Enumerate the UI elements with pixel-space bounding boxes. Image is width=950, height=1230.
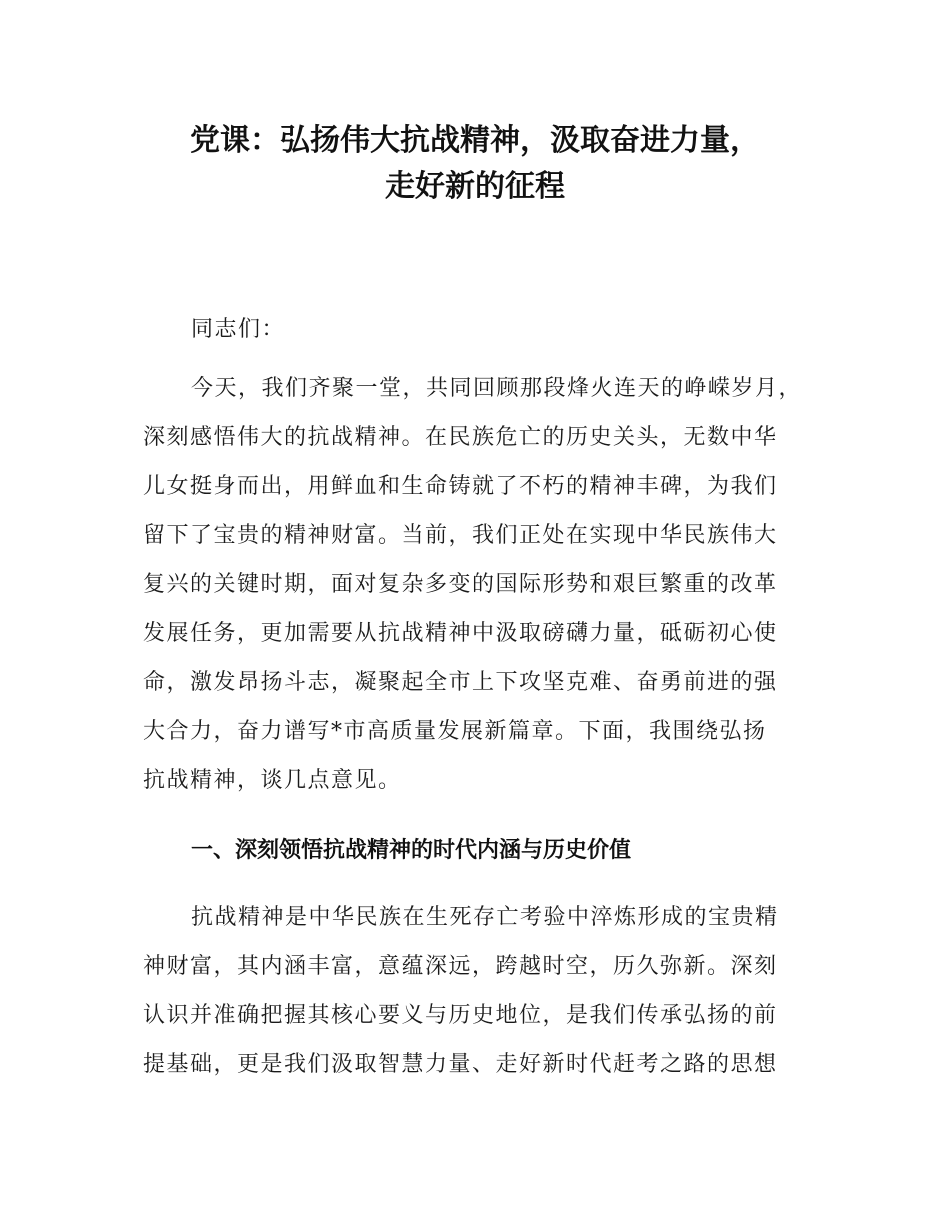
paragraph-line: 神财富，其内涵丰富，意蕴深远，跨越时空，历久弥新。深刻 bbox=[143, 954, 778, 979]
salutation bbox=[143, 305, 833, 354]
paragraph-line: 复兴的关键时期，面对复杂多变的国际形势和艰巨繁重的改革 bbox=[143, 572, 778, 597]
paragraph-1 bbox=[143, 364, 833, 805]
paragraph-2 bbox=[143, 893, 833, 1089]
paragraph-line: 认识并准确把握其核心要义与历史地位，是我们传承弘扬的前 bbox=[143, 1003, 778, 1028]
paragraph-line: 深刻感悟伟大的抗战精神。在民族危亡的历史关头，无数中华 bbox=[143, 425, 778, 450]
document-title-line-2: 走好新的征程 bbox=[385, 169, 565, 204]
paragraph-line: 命，激发昂扬斗志，凝聚起全市上下攻坚克难、奋勇前进的强 bbox=[143, 670, 778, 695]
paragraph-line: 发展任务，更加需要从抗战精神中汲取磅礴力量，砥砺初心使 bbox=[143, 621, 778, 646]
paragraph-line: 抗战精神是中华民族在生死存亡考验中淬炼形成的宝贵精 bbox=[191, 905, 779, 930]
paragraph-line: 大合力，奋力谱写*市高质量发展新篇章。下面，我围绕弘扬 bbox=[143, 719, 767, 744]
paragraph-line: 儿女挺身而出，用鲜血和生命铸就了不朽的精神丰碑，为我们 bbox=[143, 474, 778, 499]
salutation-text: 同志们： bbox=[191, 317, 286, 342]
paragraph-line: 抗战精神，谈几点意见。 bbox=[143, 768, 402, 793]
paragraph-line: 今天，我们齐聚一堂，共同回顾那段烽火连天的峥嵘岁月， bbox=[191, 376, 803, 401]
section-heading-1: 一、深刻领悟抗战精神的时代内涵与历史价值 bbox=[191, 838, 632, 863]
paragraph-line: 提基础，更是我们汲取智慧力量、走好新时代赶考之路的思想 bbox=[143, 1052, 778, 1077]
document-title-line-1: 党课：弘扬伟大抗战精神，汲取奋进力量， bbox=[190, 123, 760, 158]
paragraph-line: 留下了宝贵的精神财富。当前，我们正处在实现中华民族伟大 bbox=[143, 523, 778, 548]
